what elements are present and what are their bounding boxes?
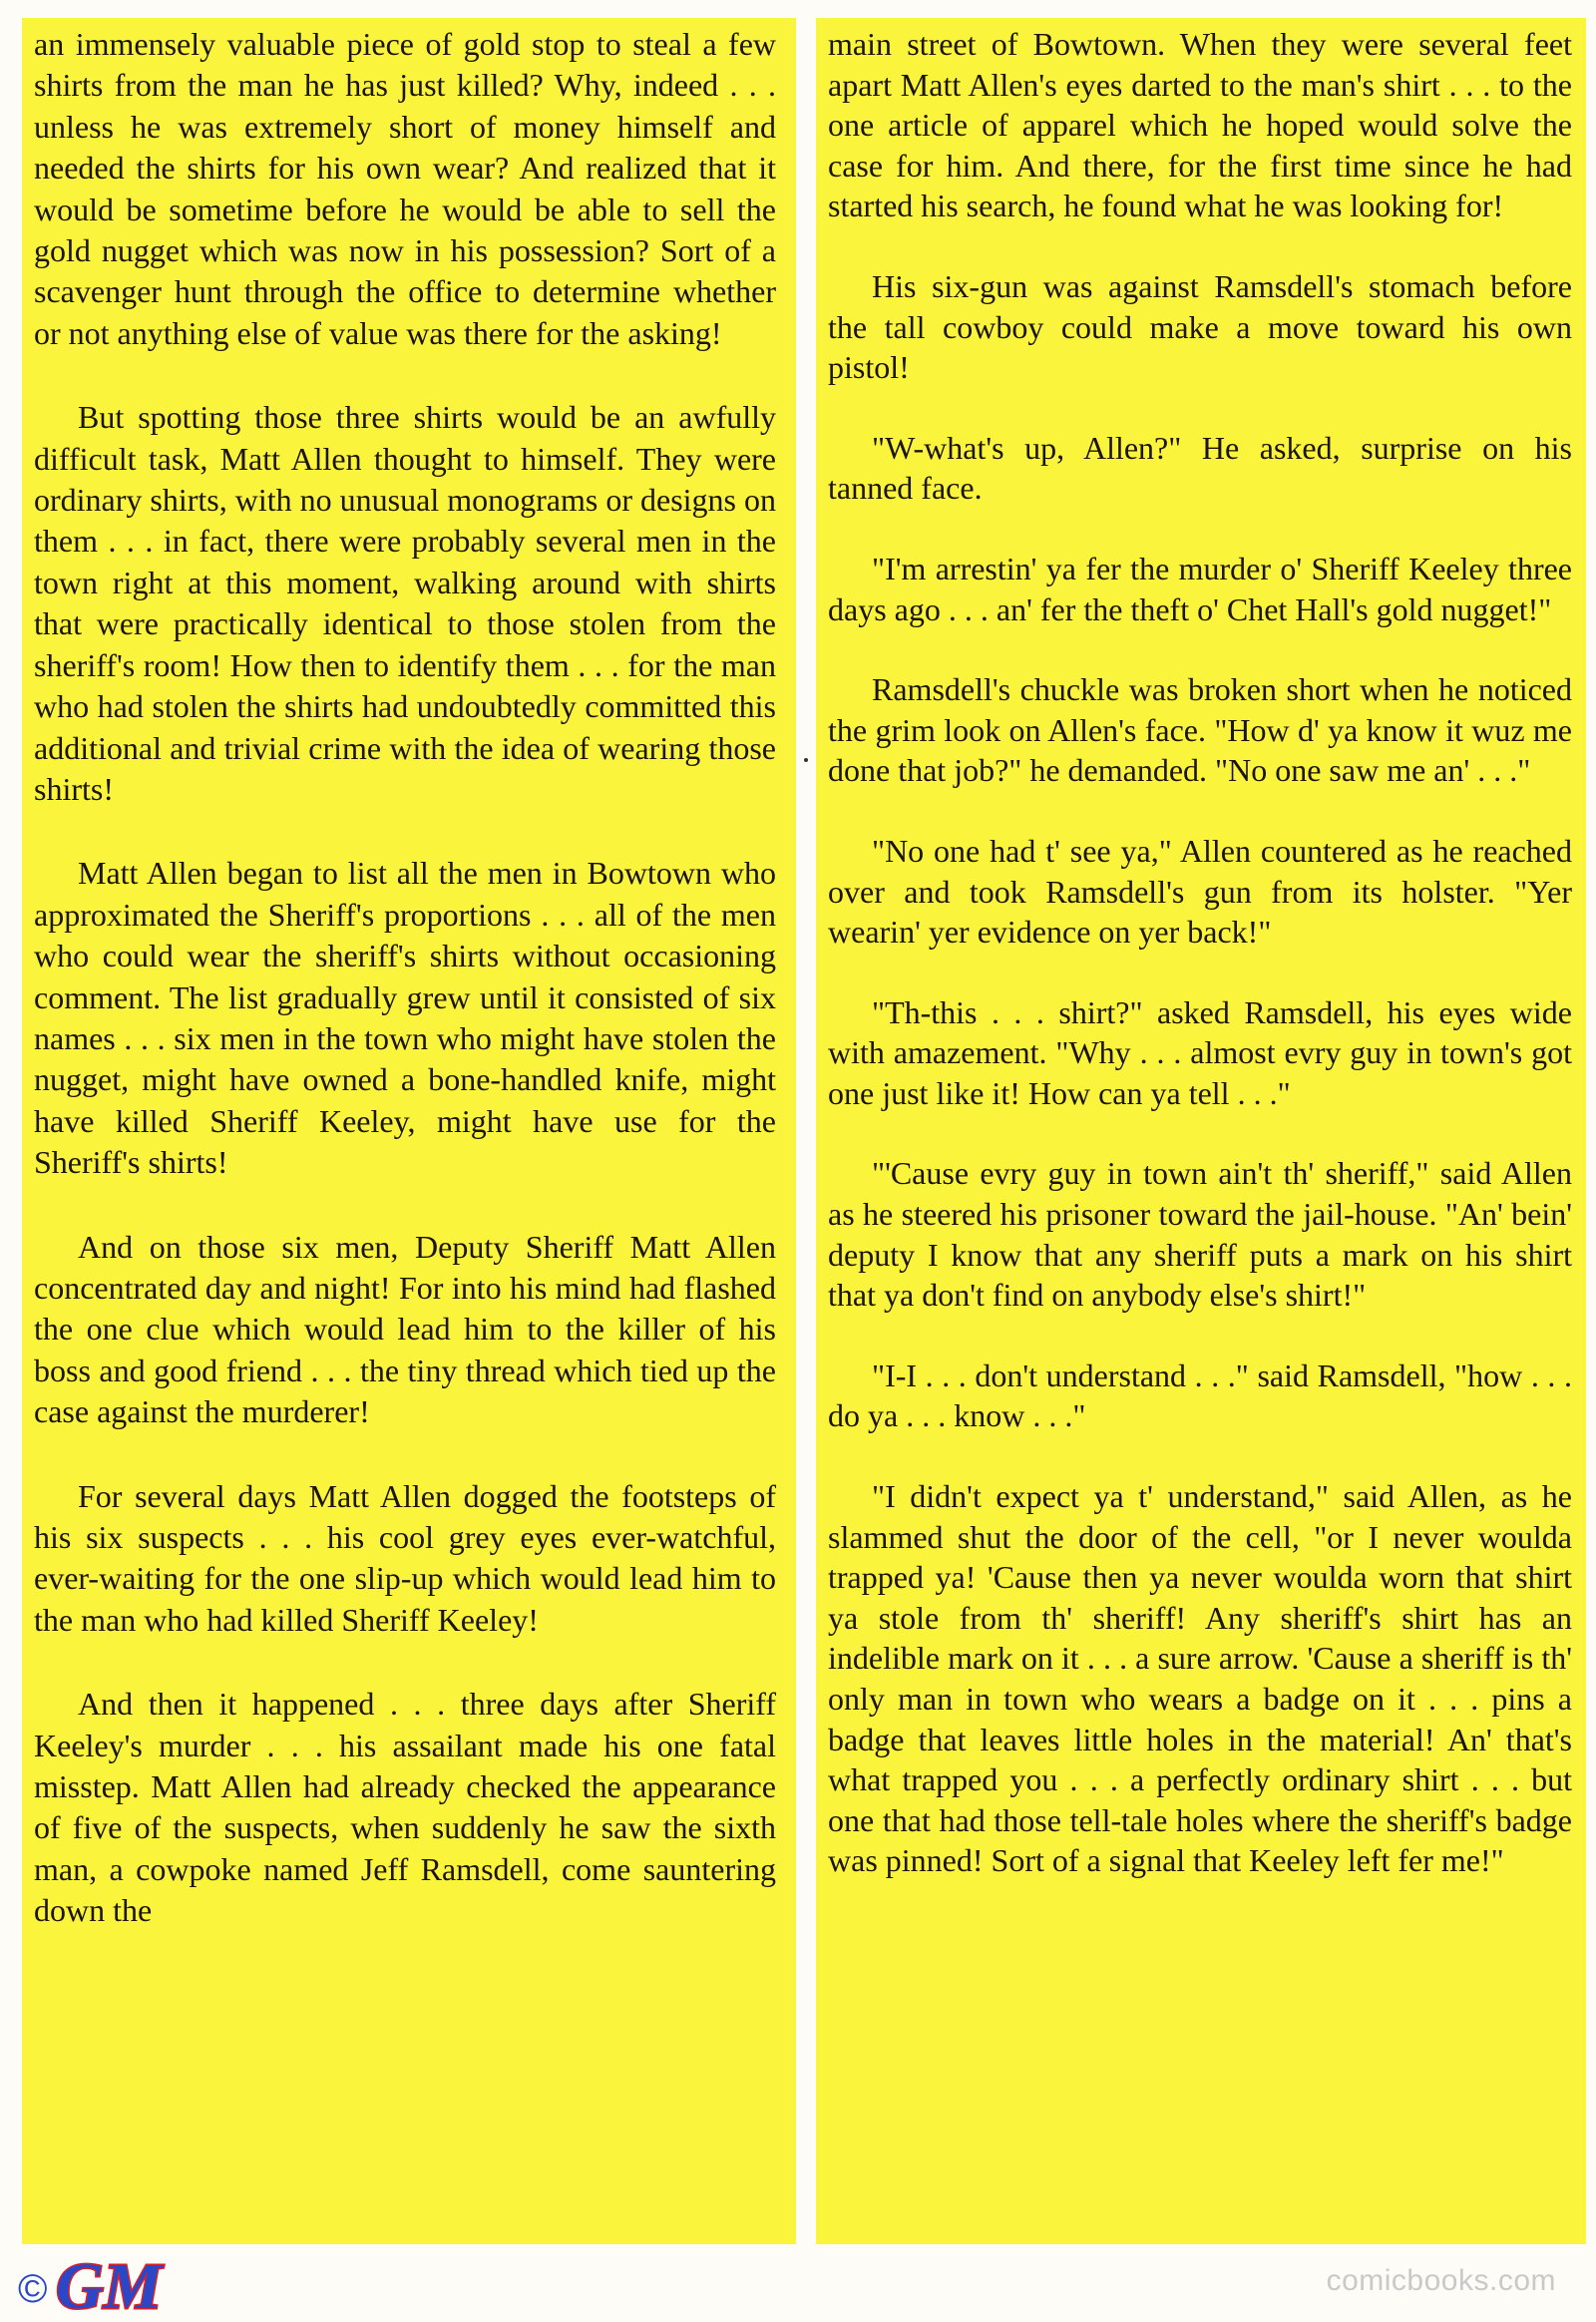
left-paragraph-6: And then it happened . . . three days after Sheriff Keeley's murder . . . his assailant made his one fatal misstep. Matt Allen had already checked the appearance of five of the suspects, when suddenly he saw the sixth man, a cowpoke named Jeff Ramsdell, come sauntering down the: [34, 1686, 776, 1929]
gm-logo-letters: GM: [56, 2252, 163, 2316]
right-text-column: [816, 18, 1586, 2244]
right-paragraph-9: "I-I . . . don't understand . . ." said Ramsdell, "how . . . do ya . . . know . . .": [828, 1356, 1572, 1434]
right-paragraph-5: Ramsdell's chuckle was broken short when he noticed the grim look on Allen's face. "How d' ya know it wuz me done that job?" he demanded. "No one saw me an' . . .": [828, 671, 1572, 789]
right-paragraph-3: "W-what's up, Allen?" He asked, surprise on his tanned face.: [828, 429, 1572, 507]
right-paragraph-8: "'Cause evry guy in town ain't th' sheriff," said Allen as he steered his prisoner toward the jail-house. "An' bein' deputy I know that any sheriff puts a mark on his shirt that ya don't find on anybody else's shirt!": [828, 1155, 1572, 1314]
left-paragraph-2: But spotting those three shirts would be an awfully difficult task, Matt Allen thought to himself. They were ordinary shirts, with no unusual monograms or designs on them . . . in fact, there were probably several men in the town right at this moment, walking around with shirts that were practically identical to those stolen from the sheriff's room! How then to identify them . . . for the man who had stolen the shirts had undoubtedly committed this additional and trivial crime with the idea of wearing those shirts!: [34, 399, 776, 807]
left-paragraph-1: an immensely valuable piece of gold stop to steal a few shirts from the man he has just killed? Why, indeed . . . unless he was extremely short of money himself and needed the shirts for his own wear? And realized that it would be sometime before he would be able to sell the gold nugget which was now in his possession? Sort of a scavenger hunt through the office to determine whether or not anything else of value was there for the asking!: [34, 26, 776, 351]
right-paragraph-2: His six-gun was against Ramsdell's stomach before the tall cowboy could make a move toward his own pistol!: [828, 267, 1572, 386]
left-paragraph-5: For several days Matt Allen dogged the footsteps of his six suspects . . . his cool grey eyes ever-watchful, ever-waiting for the one slip-up which would lead him to the man who had killed Sheriff Keeley!: [34, 1477, 776, 1638]
right-paragraph-4: "I'm arrestin' ya fer the murder o' Sheriff Keeley three days ago . . . an' fer the theft o' Chet Hall's gold nugget!": [828, 550, 1572, 627]
print-speck: [804, 758, 808, 762]
right-paragraph-10: "I didn't expect ya t' understand," said Allen, as he slammed shut the door of the cell, "or I never woulda trapped ya! 'Cause then ya never woulda worn that shirt ya stole from th' sheriff! Any sheriff's shirt has an indelible mark on it . . . a sure arrow. 'Cause a sheriff is th' only man in town who wears a badge on it . . . pins a badge that leaves little holes in the material! An' that's what trapped you . . . a perfectly ordinary shirt . . . but one that had those tell-tale holes where the sheriff's badge was pinned! Sort of a signal that Keeley left fer me!": [828, 1478, 1572, 1879]
right-paragraph-7: "Th-this . . . shirt?" asked Ramsdell, his eyes wide with amazement. "Why . . . almost evry guy in town's got one just like it! How can ya tell . . .": [828, 993, 1572, 1111]
left-paragraph-3: Matt Allen began to list all the men in Bowtown who approximated the Sheriff's proportions . . . all of the men who could wear the sheriff's shirts without occasioning comment. The list gradually grew until it consisted of six names . . . six men in the town who might have stolen the nugget, might have owned a bone-handled knife, might have killed Sheriff Keeley, might have use for the Sheriff's shirts!: [34, 855, 776, 1181]
right-paragraph-6: "No one had t' see ya," Allen countered as he reached over and took Ramsdell's gun from its holster. "Yer wearin' yer evidence on yer back!": [828, 832, 1572, 951]
right-paragraph-1: main street of Bowtown. When they were several feet apart Matt Allen's eyes darted to the man's shirt . . . to the one article of apparel which he hoped would solve the case for him. And there, for the first time since he had started his search, he found what he was looking for!: [828, 26, 1572, 224]
comicbooks-watermark: comicbooks.com: [1326, 2264, 1556, 2297]
left-text-column: [22, 18, 796, 2244]
left-paragraph-4: And on those six men, Deputy Sheriff Matt Allen concentrated day and night! For into his mind had flashed the one clue which would lead him to the killer of his boss and good friend . . . the tiny thread which tied up the case against the murderer!: [34, 1228, 776, 1430]
copyright-symbol: ©: [18, 2267, 48, 2311]
gm-publisher-logo: [16, 2252, 235, 2316]
